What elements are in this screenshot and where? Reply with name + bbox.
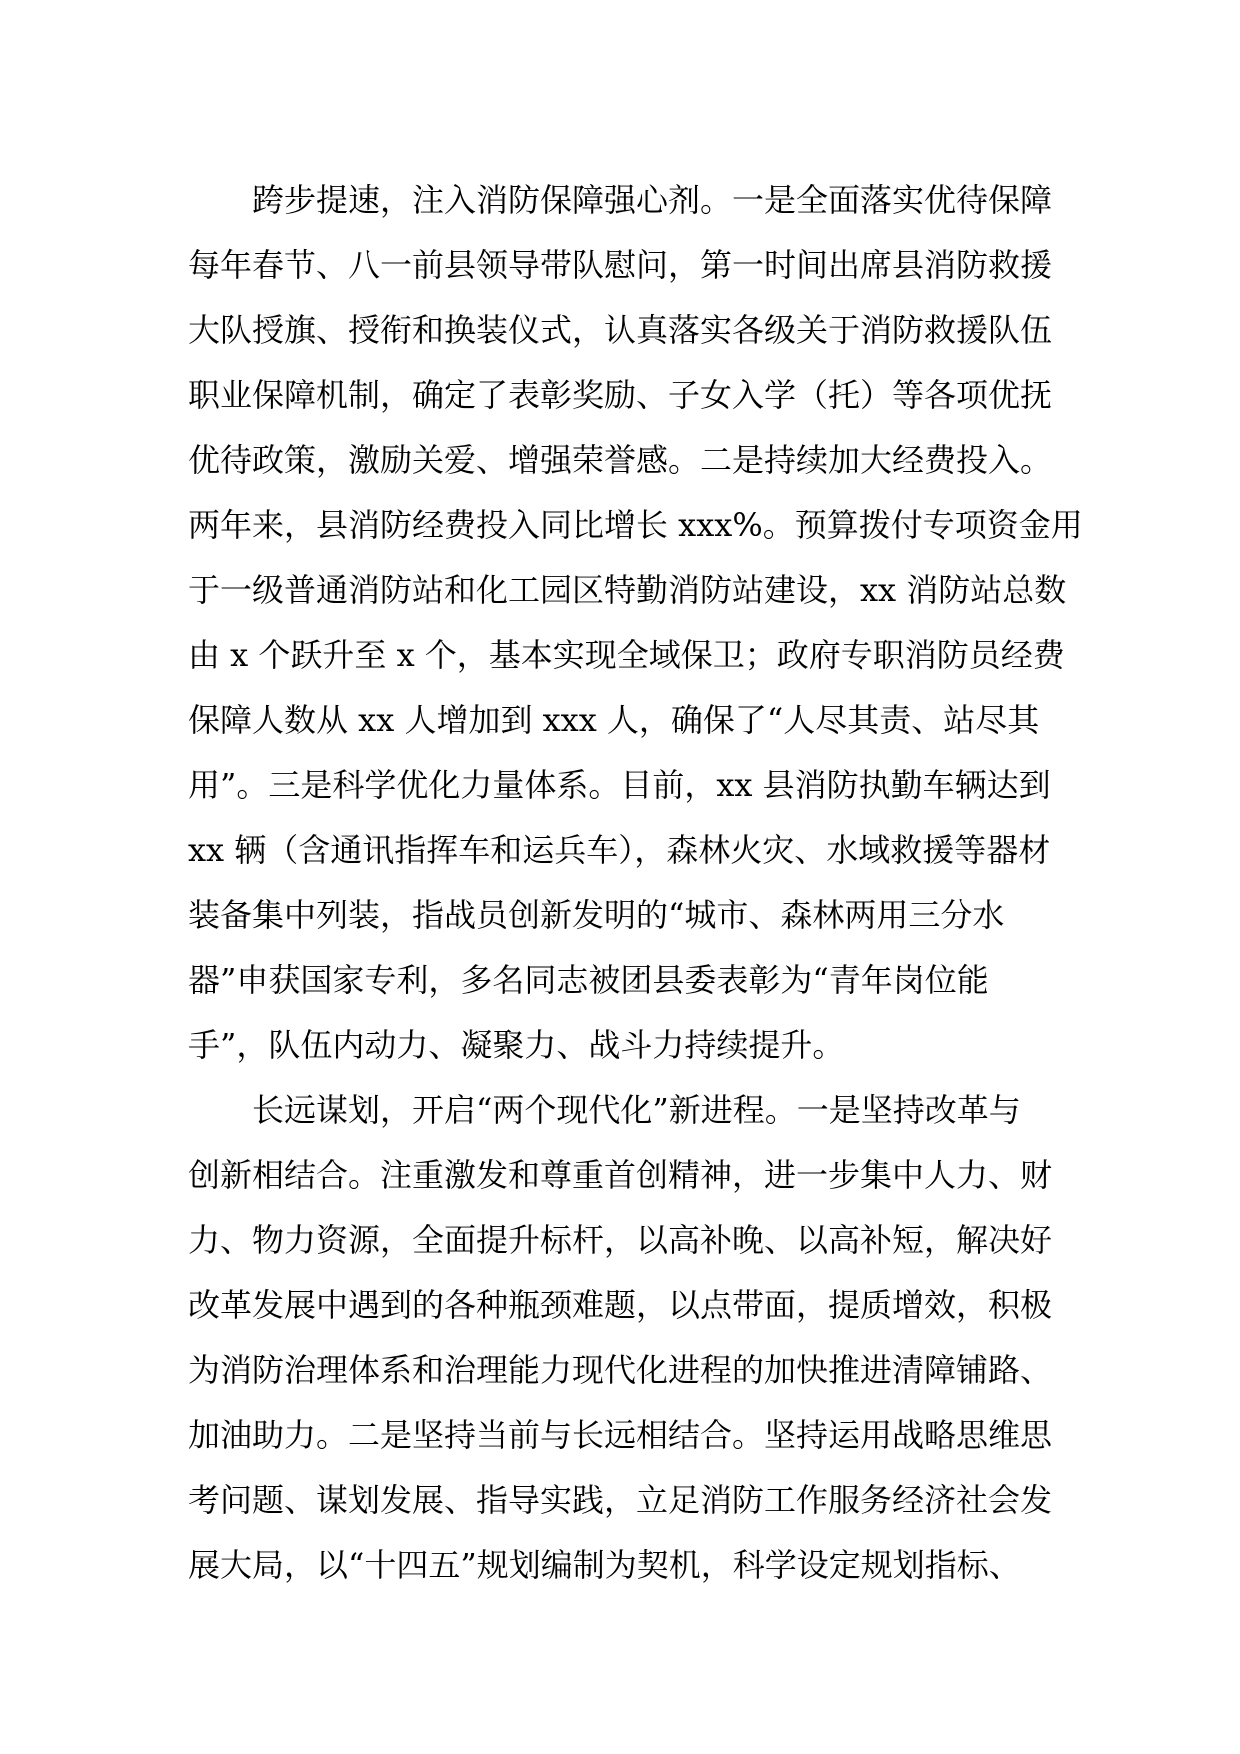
paragraph-1-line-7: 于一级普通消防站和化工园区特勤消防站建设，xx 消防站总数: [188, 571, 1067, 609]
paragraph-1-line-10: 用”。三是科学优化力量体系。目前，xx 县消防执勤车辆达到: [188, 766, 1051, 804]
paragraph-2-line-5: 为消防治理体系和治理能力现代化进程的加快推进清障铺路、: [188, 1351, 1053, 1389]
paragraph-2-line-1: 长远谋划，开启“两个现代化”新进程。一是坚持改革与: [252, 1091, 1021, 1129]
paragraph-2-line-4: 改革发展中遇到的各种瓶颈难题，以点带面，提质增效，积极: [188, 1286, 1053, 1324]
paragraph-2-line-3: 力、物力资源，全面提升标杆，以高补晚、以高补短，解决好: [188, 1221, 1053, 1259]
paragraph-2-line-8: 展大局，以“十四五”规划编制为契机，科学设定规划指标、: [188, 1546, 1021, 1584]
paragraph-1-line-4: 职业保障机制，确定了表彰奖励、子女入学（托）等各项优抚: [188, 376, 1053, 414]
paragraph-1-line-12: 装备集中列装，指战员创新发明的“城市、森林两用三分水: [188, 896, 1005, 934]
paragraph-1-line-8: 由 x 个跃升至 x 个，基本实现全域保卫；政府专职消防员经费: [188, 636, 1065, 674]
paragraph-2-line-6: 加油助力。二是坚持当前与长远相结合。坚持运用战略思维思: [188, 1416, 1053, 1454]
paragraph-1-line-3: 大队授旗、授衔和换装仪式，认真落实各级关于消防救援队伍: [188, 311, 1053, 349]
paragraph-1-line-14: 手”，队伍内动力、凝聚力、战斗力持续提升。: [188, 1026, 845, 1064]
paragraph-1-line-2: 每年春节、八一前县领导带队慰问，第一时间出席县消防救援: [188, 246, 1053, 284]
paragraph-1-line-5: 优待政策，激励关爱、增强荣誉感。二是持续加大经费投入。: [188, 441, 1053, 479]
paragraph-1-line-1: 跨步提速，注入消防保障强心剂。一是全面落实优待保障: [252, 181, 1053, 219]
paragraph-1-line-13: 器”申获国家专利，多名同志被团县委表彰为“青年岗位能: [188, 961, 989, 999]
paragraph-1-line-9: 保障人数从 xx 人增加到 xxx 人，确保了“人尽其责、站尽其: [188, 701, 1040, 739]
paragraph-1-line-11: xx 辆（含通讯指挥车和运兵车），森林火灾、水域救援等器材: [188, 831, 1051, 869]
body-text: [188, 168, 1083, 1598]
paragraph-2-line-7: 考问题、谋划发展、指导实践，立足消防工作服务经济社会发: [188, 1481, 1053, 1519]
paragraph-1-line-6: 两年来，县消防经费投入同比增长 xxx%。预算拨付专项资金用: [188, 506, 1083, 544]
paragraph-2-line-2: 创新相结合。注重激发和尊重首创精神，进一步集中人力、财: [188, 1156, 1053, 1194]
